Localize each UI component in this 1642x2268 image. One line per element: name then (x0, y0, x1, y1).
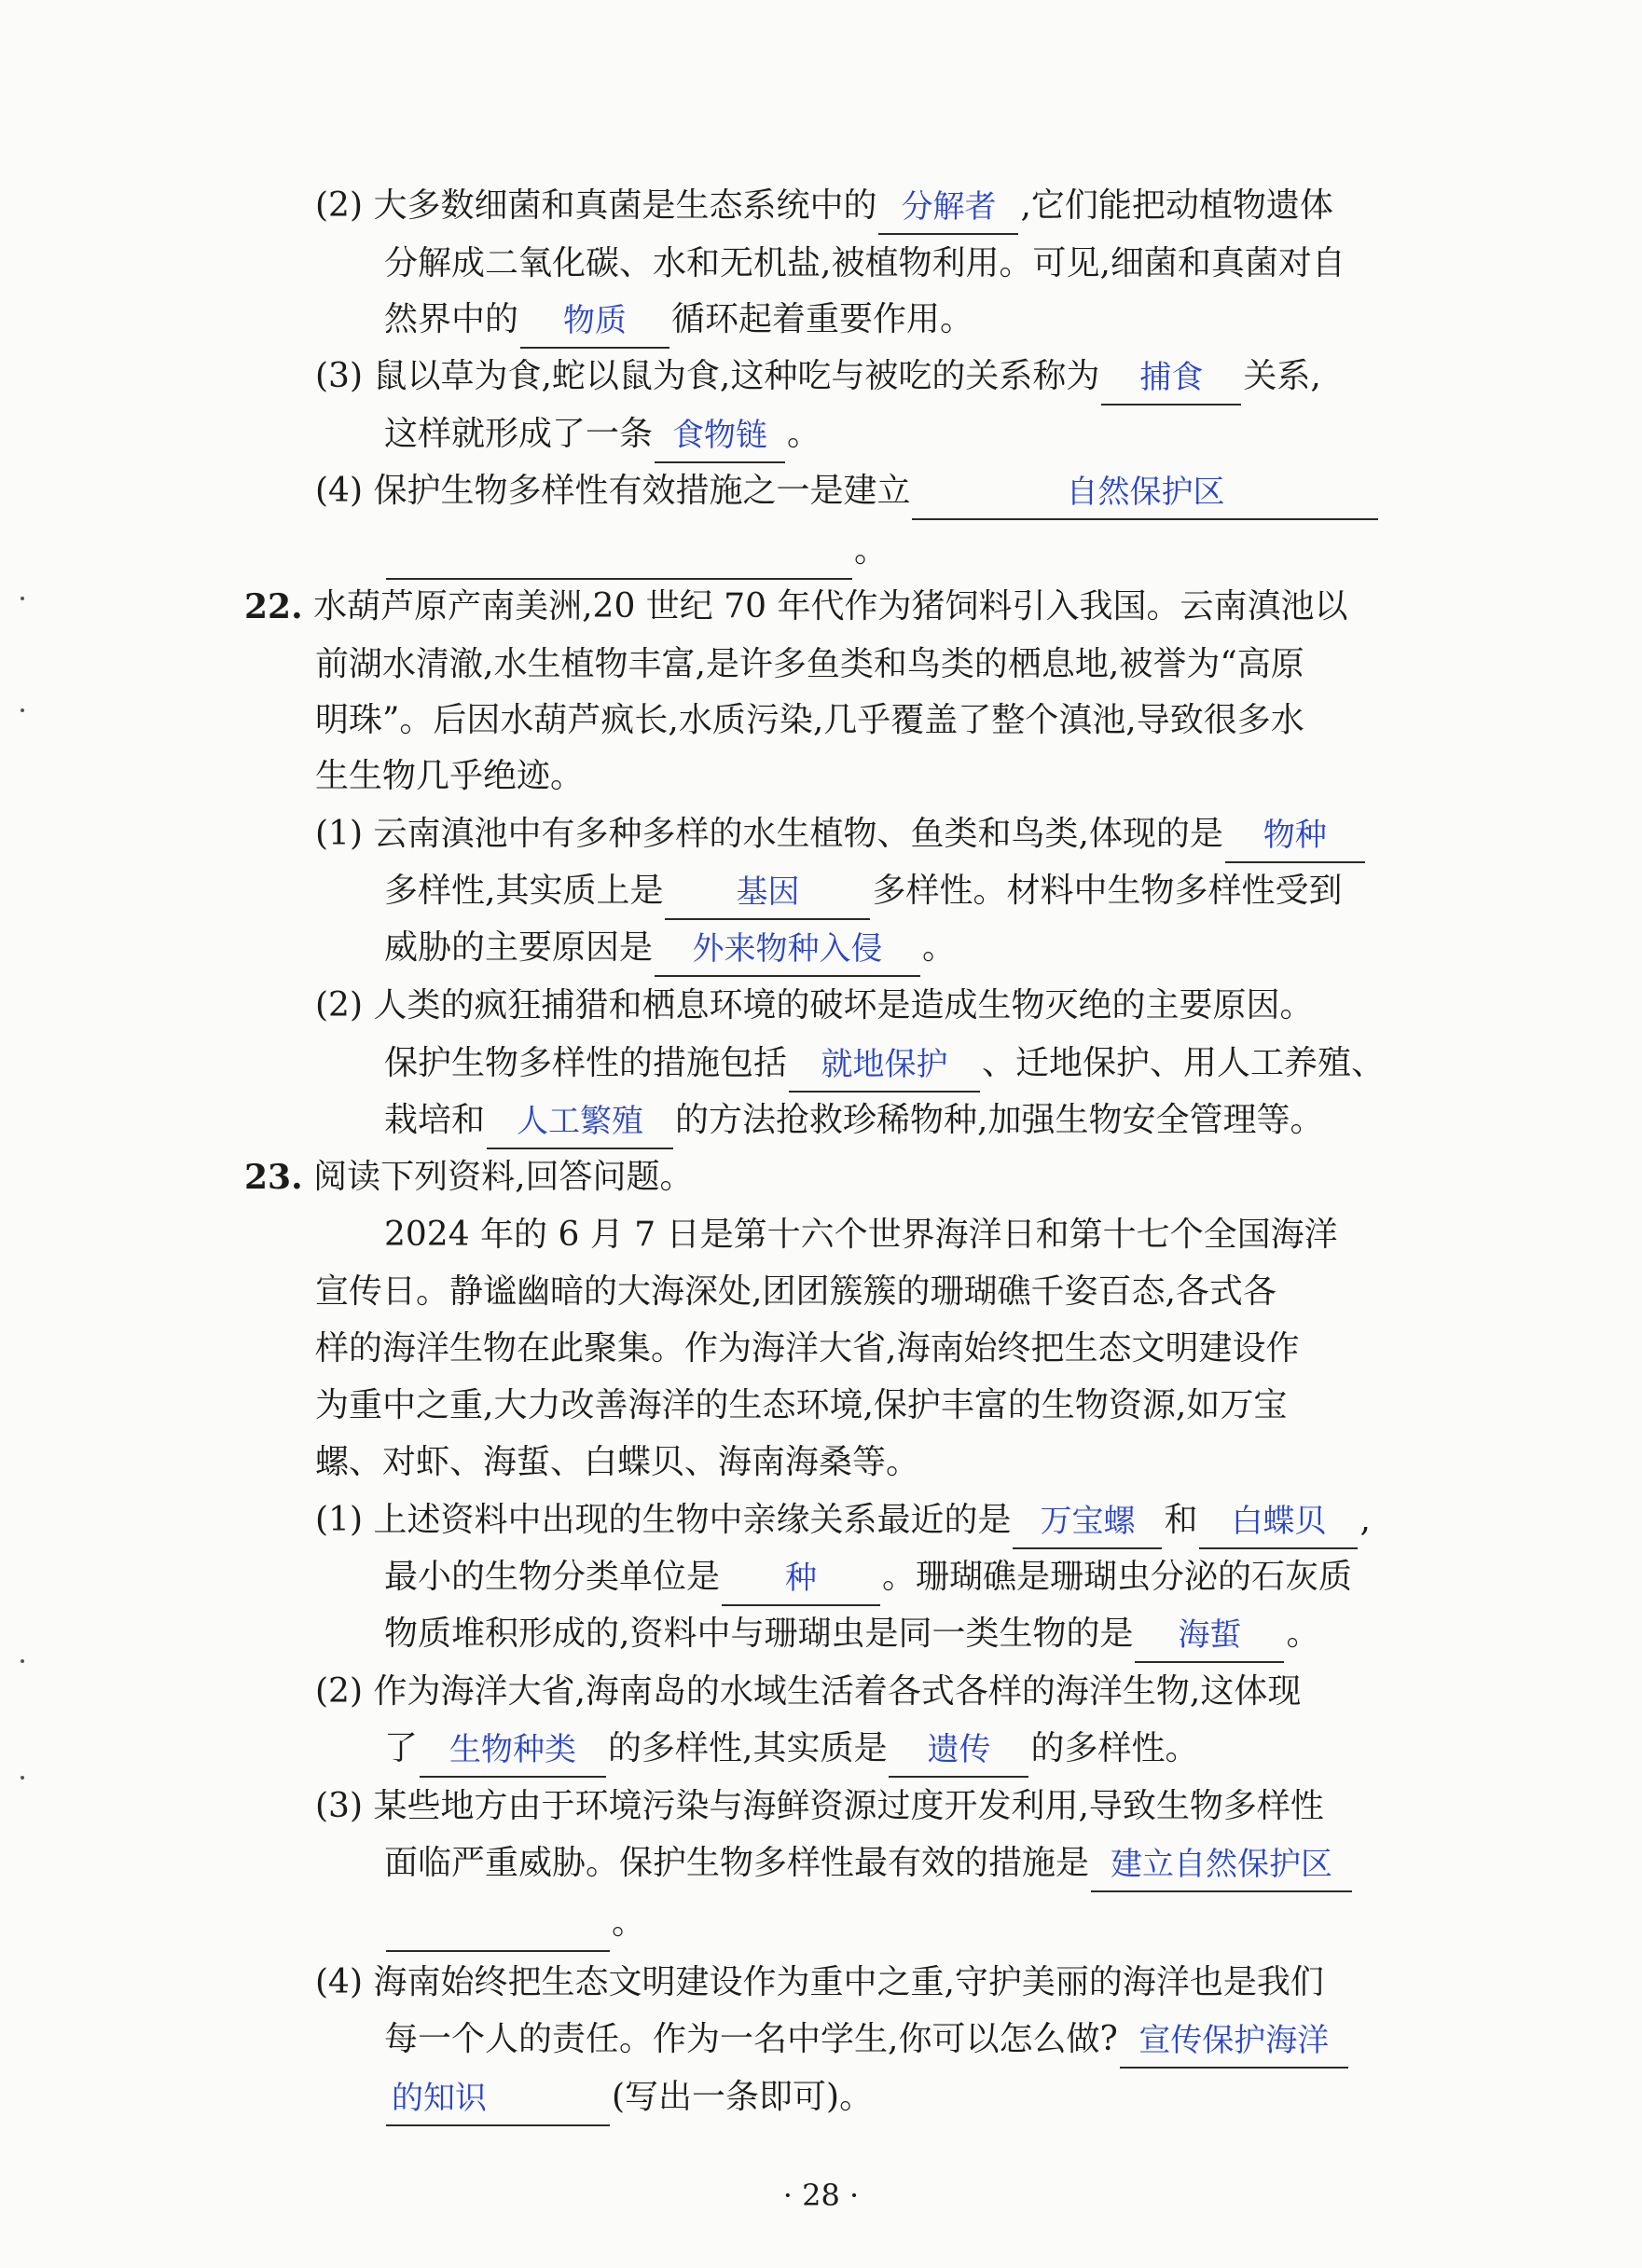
margin-dot (21, 1776, 24, 1780)
handwritten-answer: 建立自然保护区 (1111, 1846, 1333, 1883)
answer-blank[interactable] (789, 1046, 980, 1093)
handwritten-answer: 外来物种入侵 (692, 930, 883, 968)
answer-blank-continued[interactable] (386, 1905, 610, 1952)
q23-material-line1 (384, 1206, 1338, 1264)
q22-p2-label: (2) (315, 986, 363, 1024)
q22-p2-text: 保护生物多样性的措施包括 (384, 1044, 788, 1082)
answer-blank[interactable] (722, 1560, 880, 1606)
q22-p1-line2 (384, 862, 1342, 920)
q23-p1-text: , (1359, 1501, 1371, 1539)
q21-p2-text: ,它们能把动植物遗体 (1020, 186, 1333, 225)
handwritten-answer: 的知识 (392, 2080, 487, 2117)
q23-material-text: 宣传日。静谧幽暗的大海深处,团团簇簇的珊瑚礁千姿百态,各式各 (315, 1272, 1276, 1311)
handwritten-answer: 种 (785, 1560, 818, 1597)
q21-p4-label: (4) (315, 472, 363, 510)
handwritten-answer: 基因 (736, 873, 800, 911)
q22-p1-line1 (315, 805, 1367, 863)
handwritten-answer: 白蝶贝 (1231, 1503, 1327, 1540)
q23-p4-line1 (315, 1954, 1324, 2012)
q22-line4 (315, 748, 584, 805)
q22-text: 水葫芦原产南美洲,20 世纪 70 年代作为猪饲料引入我国。云南滇池以 (313, 587, 1348, 625)
q23-p2-text: 的多样性,其实质是 (608, 1729, 888, 1767)
q23-p3-line1 (315, 1778, 1324, 1835)
answer-blank-continued[interactable] (386, 533, 852, 580)
q23-p2-label: (2) (315, 1672, 363, 1711)
q23-p1-label: (1) (315, 1501, 363, 1539)
q21-p4-text: 。 (854, 531, 889, 570)
answer-blank-continued[interactable] (386, 2080, 610, 2126)
q23-number: 23. (244, 1158, 303, 1197)
q23-p1-text: 最小的生物分类单位是 (384, 1558, 721, 1596)
q23-p4-line2 (384, 2011, 1350, 2069)
q23-p1-line1 (315, 1491, 1371, 1549)
q23-p2-text: 作为海洋大省,海南岛的水域生活着各式各样的海洋生物,这体现 (373, 1672, 1302, 1711)
answer-blank[interactable] (1101, 359, 1241, 405)
q23-p4-label: (4) (315, 1963, 363, 2001)
handwritten-answer: 食物链 (672, 417, 768, 454)
q21-p3-label: (3) (315, 357, 363, 395)
margin-dot (21, 708, 24, 712)
handwritten-answer: 海蜇 (1178, 1616, 1242, 1654)
answer-blank[interactable] (420, 1731, 606, 1778)
answer-blank[interactable] (520, 302, 669, 349)
q22-p2-line1 (315, 977, 1313, 1035)
q21-p4-line1 (315, 462, 1380, 520)
q23-material-text: 样的海洋生物在此聚集。作为海洋大省,海南始终把生态文明建设作 (315, 1329, 1300, 1368)
q23-p1-line3 (384, 1605, 1319, 1663)
q23-material-line2 (315, 1263, 1276, 1321)
q23-material-line4 (315, 1377, 1287, 1435)
handwritten-answer: 万宝螺 (1040, 1503, 1136, 1540)
q22-text: 前湖水清澈,水生植物丰富,是许多鱼类和鸟类的栖息地,被誉为“高原 (315, 645, 1304, 683)
q21-p3-line1 (315, 348, 1321, 405)
q23-p2-text: 的多样性。 (1030, 1729, 1199, 1767)
answer-blank[interactable] (889, 1731, 1028, 1778)
q21-p3-text: 。 (787, 415, 821, 453)
answer-blank[interactable] (878, 188, 1018, 235)
q22-p1-text: 。 (922, 928, 957, 967)
q21-p2-label: (2) (315, 186, 363, 225)
q23-p1-line2 (384, 1548, 1352, 1606)
q23-p4-text: (写出一条即可)。 (612, 2078, 874, 2116)
q22-p1-text: 多样性。材料中生物多样性受到 (872, 872, 1343, 910)
q23-p3-text: 。 (612, 1904, 646, 1942)
handwritten-answer: 分解者 (901, 188, 997, 226)
q22-number: 22. (244, 587, 303, 626)
q22-line2 (315, 636, 1304, 694)
q23-p1-text: 物质堆积形成的,资料中与珊瑚虫是同一类生物的是 (384, 1615, 1134, 1653)
handwritten-answer: 遗传 (927, 1731, 991, 1768)
q22-p2-text: 栽培和 (384, 1101, 486, 1139)
answer-blank[interactable] (1135, 1616, 1284, 1663)
q23-p3-text: 面临严重威胁。保护生物多样性最有效的措施是 (384, 1844, 1090, 1882)
q23-p1-text: 上述资料中出现的生物中亲缘关系最近的是 (373, 1501, 1012, 1539)
q21-p2-text: 分解成二氧化碳、水和无机盐,被植物利用。可见,细菌和真菌对自 (384, 244, 1345, 282)
q21-p2-line2 (384, 235, 1345, 293)
q21-p2-line3 (384, 291, 973, 349)
q22-text: 明珠”。后因水葫芦疯长,水质污染,几乎覆盖了整个滇池,导致很多水 (315, 701, 1304, 739)
q23-p2-line1 (315, 1663, 1301, 1721)
q21-p2-text: 然界中的 (384, 300, 519, 338)
handwritten-answer: 就地保护 (821, 1046, 948, 1083)
q23-p3-text: 某些地方由于环境污染与海鲜资源过度开发利用,导致生物多样性 (373, 1787, 1324, 1825)
answer-blank[interactable] (912, 474, 1378, 520)
q22-p1-line3 (384, 919, 956, 977)
q23-p2-text: 了 (384, 1729, 419, 1767)
q23-line-intro (244, 1148, 694, 1206)
q23-p1-text: 。 (1286, 1615, 1320, 1653)
answer-blank[interactable] (1120, 2022, 1348, 2069)
q22-line1 (244, 578, 1348, 636)
q21-p3-line2 (384, 405, 821, 463)
q22-p2-text: 人类的疯狂捕猎和栖息环境的破坏是造成生物灭绝的主要原因。 (373, 986, 1314, 1024)
handwritten-answer: 生物种类 (449, 1731, 577, 1768)
q23-p3-label: (3) (315, 1787, 363, 1825)
q23-material-text: 螺、对虾、海蜇、白蝶贝、海南海桑等。 (315, 1443, 920, 1481)
q22-p1-text: 威胁的主要原因是 (384, 928, 654, 967)
q23-p4-text: 每一个人的责任。作为一名中学生,你可以怎么做? (384, 2020, 1118, 2058)
answer-blank[interactable] (655, 417, 785, 463)
q23-p1-text: 。珊瑚礁是珊瑚虫分泌的石灰质 (882, 1558, 1353, 1596)
q23-material-line5 (315, 1434, 919, 1491)
handwritten-answer: 物质 (563, 302, 628, 339)
q23-p3-line2 (384, 1835, 1354, 1892)
q23-p1-text: 和 (1164, 1501, 1198, 1539)
margin-dot (21, 597, 24, 600)
q23-p2-line2 (384, 1720, 1198, 1778)
q21-p4-text: 保护生物多样性有效措施之一是建立 (373, 472, 911, 510)
answer-blank[interactable] (1013, 1503, 1162, 1549)
q22-p2-line2 (384, 1035, 1385, 1093)
q21-p3-text: 关系, (1243, 357, 1321, 395)
answer-blank[interactable] (1199, 1503, 1358, 1549)
q22-p1-text: 云南滇池中有多种多样的水生植物、鱼类和鸟类,体现的是 (373, 815, 1223, 853)
q21-p2-text: 循环起着重要作用。 (671, 300, 974, 338)
answer-blank[interactable] (665, 873, 870, 920)
handwritten-answer: 自然保护区 (1066, 474, 1225, 511)
handwritten-answer: 物种 (1263, 817, 1327, 854)
q21-p4-line2 (384, 522, 888, 580)
page-number: · 28 · (782, 2178, 860, 2213)
margin-dot (21, 1659, 24, 1663)
q23-material-text: 2024 年的 6 月 7 日是第十六个世界海洋日和第十七个全国海洋 (384, 1216, 1338, 1254)
q22-p2-line3 (384, 1092, 1323, 1149)
q22-text: 生生物几乎绝迹。 (315, 757, 585, 795)
q23-material-text: 为重中之重,大力改善海洋的生态环境,保护丰富的生物资源,如万宝 (315, 1386, 1288, 1424)
q23-p3-line3 (384, 1894, 645, 1952)
q22-p2-text: 、迁地保护、用人工养殖、 (982, 1044, 1386, 1082)
q22-p1-label: (1) (315, 815, 363, 853)
answer-blank[interactable] (487, 1103, 673, 1149)
q23-p4-text: 海南始终把生态文明建设作为重中之重,守护美丽的海洋也是我们 (373, 1963, 1324, 2001)
answer-blank[interactable] (1091, 1846, 1352, 1892)
handwritten-answer: 人工繁殖 (517, 1103, 644, 1140)
q21-p2-line1 (315, 177, 1333, 235)
q23-material-line3 (315, 1320, 1299, 1378)
answer-blank[interactable] (1225, 817, 1365, 863)
handwritten-answer: 捕食 (1139, 359, 1204, 396)
q21-p3-text: 鼠以草为食,蛇以鼠为食,这种吃与被吃的关系称为 (373, 357, 1100, 395)
q23-p4-line3 (384, 2069, 873, 2126)
q22-p1-text: 多样性,其实质上是 (384, 872, 664, 910)
q21-p3-text: 这样就形成了一条 (384, 415, 654, 453)
q23-text: 阅读下列资料,回答问题。 (313, 1158, 694, 1196)
handwritten-answer: 宣传保护海洋 (1138, 2022, 1330, 2059)
q22-p2-text: 的方法抢救珍稀物种,加强生物安全管理等。 (675, 1101, 1324, 1139)
answer-blank[interactable] (655, 930, 920, 977)
q21-p2-text: 大多数细菌和真菌是生态系统中的 (373, 186, 877, 225)
q22-line3 (315, 692, 1304, 749)
